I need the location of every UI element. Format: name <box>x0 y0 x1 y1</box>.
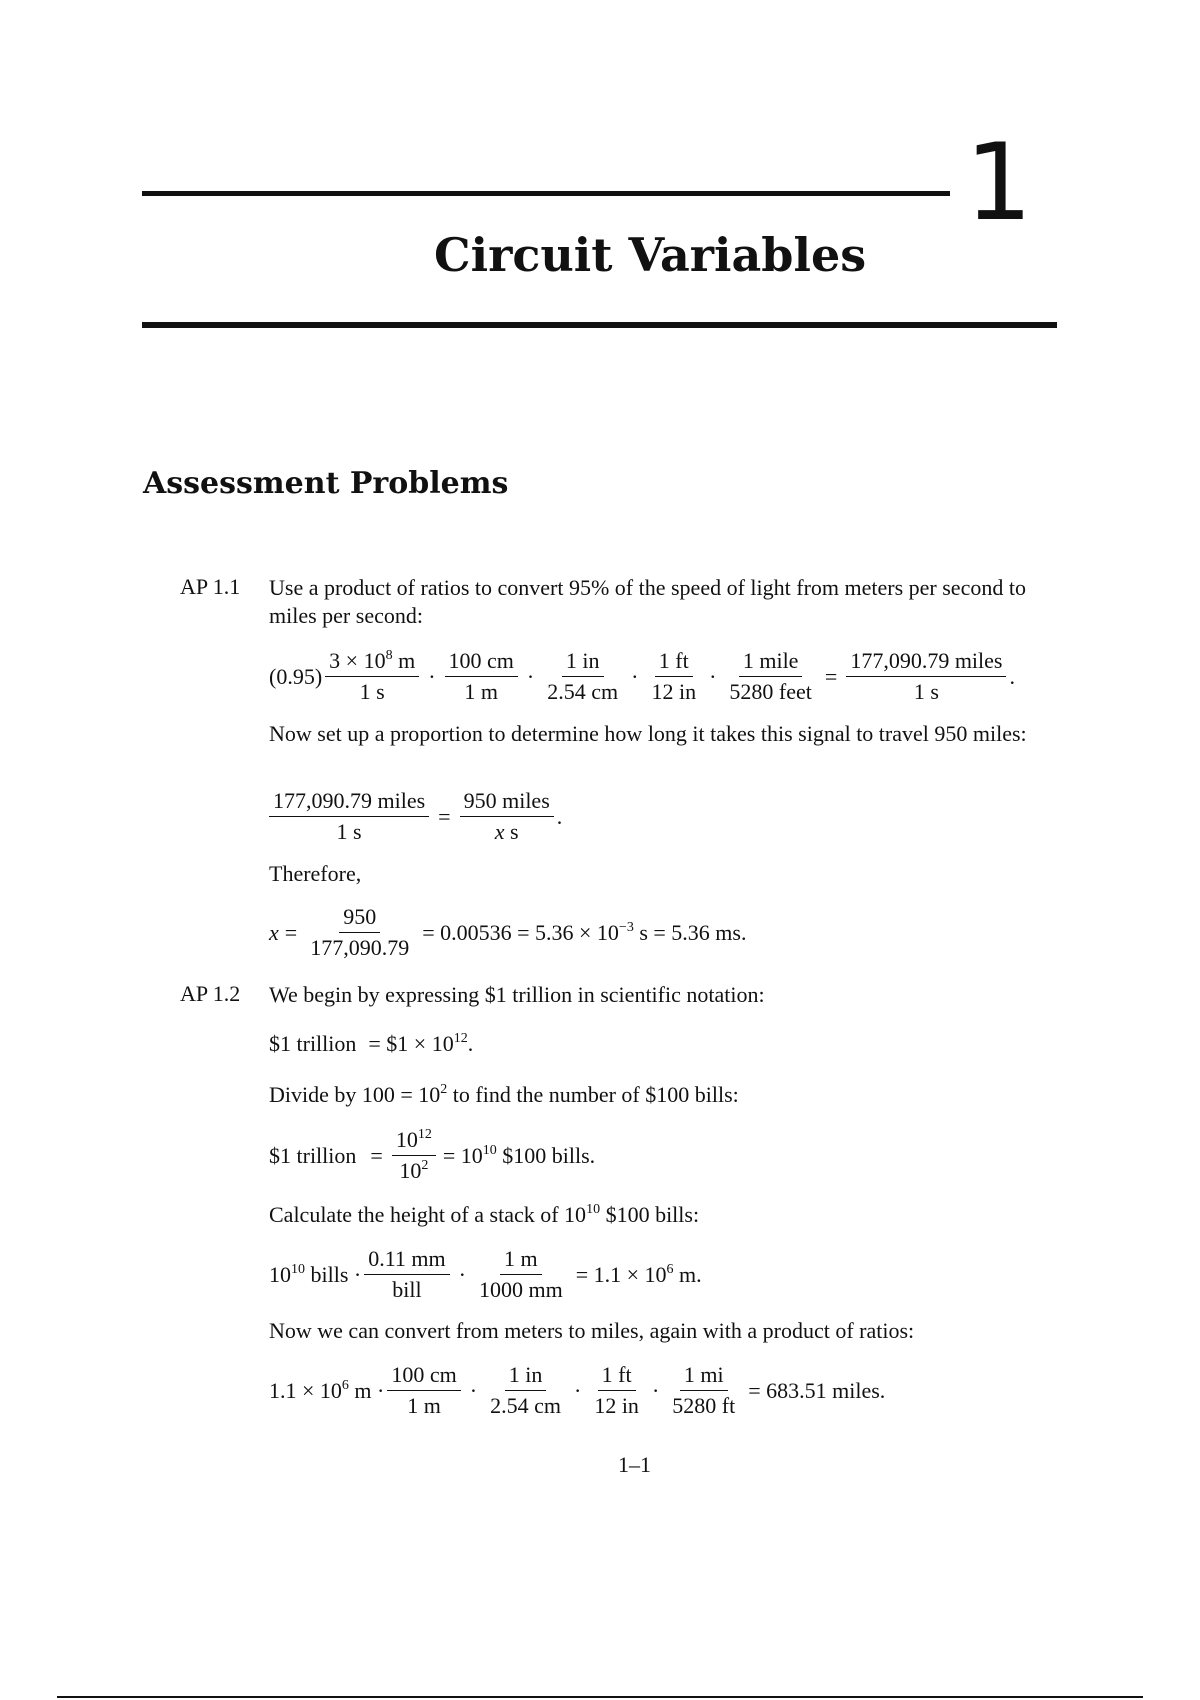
fraction <box>475 1246 567 1303</box>
fraction <box>269 788 429 845</box>
ap12-equation-miles <box>269 1362 885 1419</box>
fraction-denominator: 1 s <box>359 679 385 704</box>
fraction <box>846 648 1006 705</box>
eq-lhs: $1 trillion <box>269 1142 357 1168</box>
problem-label-ap12: AP 1.2 <box>180 981 241 1006</box>
fraction-numerator: 1 mile <box>739 648 803 677</box>
fraction-numerator: 100 cm <box>387 1362 460 1391</box>
eq-lhs: $1 trillion <box>269 1031 357 1056</box>
eq-lhs: $10^{10}$ bills · <box>269 1261 362 1287</box>
eq-coefficient: (0.95) <box>269 663 323 689</box>
fraction-numerator: 177,090.79 miles <box>846 648 1006 677</box>
dot-operator: · <box>469 1377 478 1403</box>
chapter-number: 1 <box>965 121 1033 244</box>
fraction <box>668 1362 739 1419</box>
eq-result: = $1.1 \times 10^6$ m. <box>575 1261 702 1287</box>
fraction-denominator: 1 s <box>913 679 939 704</box>
fraction-denominator: 1000 mm <box>478 1277 563 1302</box>
dot-operator: · <box>526 663 535 689</box>
fraction <box>460 788 554 845</box>
ap12-equation-trillion <box>269 1031 473 1057</box>
dot-operator: · <box>631 663 639 689</box>
dot-operator: · <box>428 663 436 689</box>
fraction-denominator: 12 in <box>651 679 697 704</box>
dot-operator: · <box>458 1261 466 1287</box>
fraction <box>306 904 413 961</box>
fraction-denominator: 5280 ft <box>672 1393 736 1418</box>
chapter-top-rule <box>142 191 950 196</box>
ap11-equation-speed <box>269 648 1015 705</box>
fraction-denominator: $10^2$ <box>399 1158 429 1183</box>
fraction-denominator: 177,090.79 <box>310 935 410 960</box>
fraction <box>647 648 700 705</box>
eq-result: = $0.00536 = 5.36 \times 10^{-3}$ s = 5.36 ms. <box>422 919 747 945</box>
fraction-denominator: 1 s <box>336 819 362 844</box>
eq-lhs: $1.1 \times 10^6$ m · <box>269 1377 385 1403</box>
ap11-text-proportion: Now set up a proportion to determine how long it takes this signal to travel 950 miles: <box>269 721 1027 746</box>
eq-rhs: = $1 × $10^{12}$. <box>368 1031 474 1056</box>
ap11-text-therefore: Therefore, <box>269 861 362 886</box>
ap12-equation-bills <box>269 1127 595 1184</box>
chapter-bottom-rule <box>142 322 1057 328</box>
fraction-denominator: 1 m <box>407 1393 441 1418</box>
fraction <box>486 1362 565 1419</box>
fraction <box>364 1246 449 1303</box>
fraction <box>387 1362 460 1419</box>
section-title: Assessment Problems <box>143 466 509 501</box>
fraction <box>392 1127 436 1184</box>
fraction-denominator: 5280 feet <box>729 679 812 704</box>
ap11-intro: Use a product of ratios to convert 95% of the speed of light from meters per second to miles per second: <box>269 575 1026 628</box>
equals-sign: = <box>824 663 838 689</box>
page-bottom-rule <box>57 1696 1143 1698</box>
fraction-denominator: 2.54 cm <box>547 679 619 704</box>
fraction-numerator: 1 m <box>500 1246 542 1275</box>
dot-operator: · <box>573 1377 582 1403</box>
fraction-numerator: 0.11 mm <box>364 1246 449 1275</box>
equals-sign: = <box>370 1142 383 1168</box>
fraction-numerator: 177,090.79 miles <box>269 788 429 817</box>
fraction <box>590 1362 643 1419</box>
fraction-numerator: 1 ft <box>655 648 693 677</box>
variable-x: x <box>269 919 279 945</box>
fraction-numerator: 950 <box>339 904 380 933</box>
fraction <box>325 648 419 705</box>
fraction-numerator: 1 in <box>505 1362 547 1391</box>
fraction <box>725 648 815 705</box>
fraction-denominator: 1 m <box>464 679 499 704</box>
fraction-denominator: x s <box>494 819 519 844</box>
fraction-denominator: bill <box>392 1277 422 1302</box>
fraction-numerator: 1 mi <box>680 1362 728 1391</box>
dot-operator: · <box>709 663 717 689</box>
fraction <box>543 648 622 705</box>
fraction-numerator: 100 cm <box>445 648 518 677</box>
ap11-equation-proportion <box>269 788 562 845</box>
eq-result: = $10^{10}$ $100 bills. <box>442 1142 596 1168</box>
fraction-numerator: $3 \times 10^8$ m <box>325 648 419 677</box>
fraction-numerator: 950 miles <box>460 788 554 817</box>
fraction-numerator: $10^{12}$ <box>392 1127 436 1156</box>
fraction-numerator: 1 in <box>562 648 604 677</box>
period: . <box>556 803 563 829</box>
page-number: 1–1 <box>618 1452 651 1477</box>
fraction <box>445 648 518 705</box>
dot-operator: · <box>651 1377 660 1403</box>
ap12-equation-stack <box>269 1246 702 1303</box>
eq-result: = 683.51 miles. <box>748 1377 886 1403</box>
fraction-numerator: 1 ft <box>598 1362 636 1391</box>
equals-sign: = <box>284 919 298 945</box>
ap12-text-divide: Divide by $100 = 10^2$ to find the number of $100 bills: <box>269 1082 739 1107</box>
problem-label-ap11: AP 1.1 <box>180 574 241 599</box>
fraction-denominator: 2.54 cm <box>490 1393 561 1418</box>
period: . <box>1009 663 1015 689</box>
equals-sign: = <box>438 803 451 829</box>
chapter-title: Circuit Variables <box>434 228 867 282</box>
fraction-denominator: 12 in <box>594 1393 639 1418</box>
ap12-intro: We begin by expressing $1 trillion in scientific notation: <box>269 982 765 1007</box>
ap12-text-convert: Now we can convert from meters to miles, again with a product of ratios: <box>269 1318 915 1343</box>
ap12-text-height: Calculate the height of a stack of $10^{10}$ $100 bills: <box>269 1202 700 1227</box>
ap11-equation-time <box>269 904 746 961</box>
